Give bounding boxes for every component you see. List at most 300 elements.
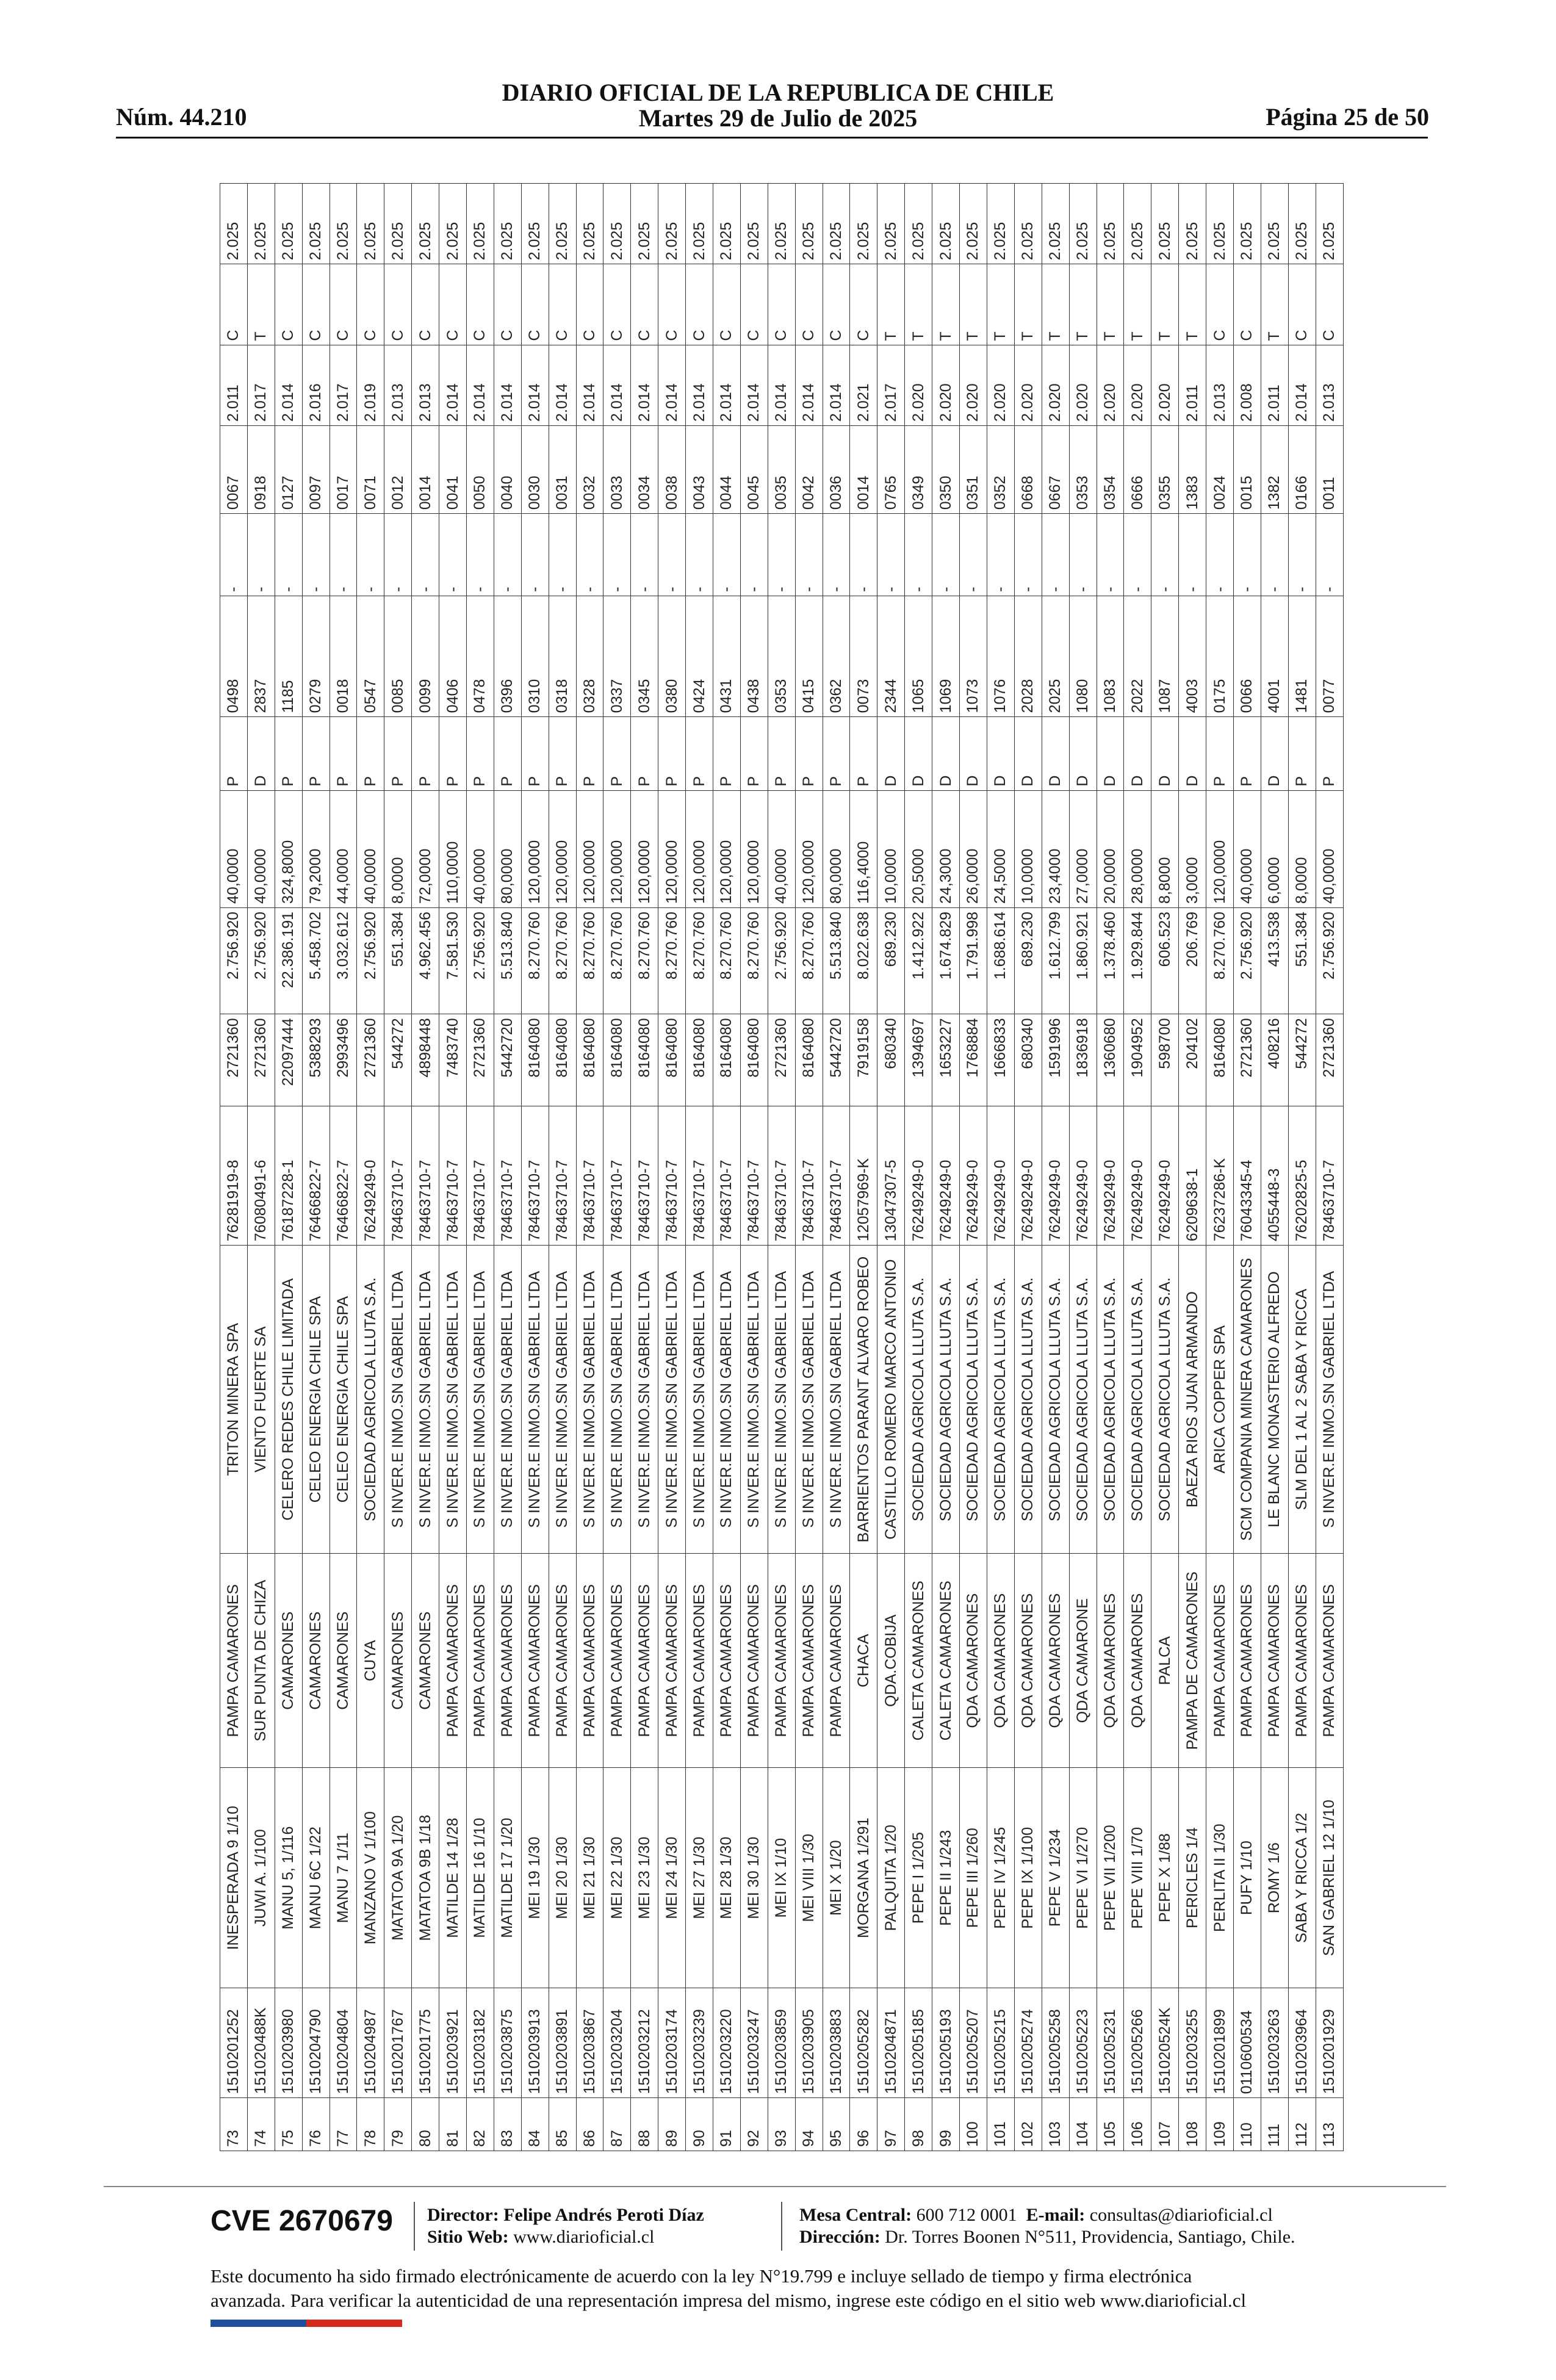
amount-cell: 2721360 [1316,1014,1343,1106]
dash-cell: - [1233,514,1261,596]
amount-adjusted-cell: 1.688.614 [987,907,1014,1014]
location-cell: CHACA [850,1554,877,1768]
amount-cell: 8164080 [795,1014,823,1106]
type-cell: P [275,717,302,790]
rut-cell: 78463710-7 [1316,1106,1343,1245]
site-link[interactable]: www.diarioficial.cl [513,2227,655,2247]
table-row [247,184,275,2151]
rut-cell: 78463710-7 [494,1106,521,1245]
dash-cell: - [960,514,987,596]
amount-adjusted-cell: 1.860.921 [1069,907,1097,1014]
row-number-cell: 90 [686,2098,713,2151]
hectares-cell: 120,0000 [576,790,603,907]
code-cell: 1510203891 [549,1988,576,2098]
year-cell: 2.013 [384,345,412,425]
valid-year-cell: 2.025 [1206,184,1234,264]
table-row [1014,184,1042,2151]
dash-cell: - [549,514,576,596]
footer-separator [781,2202,782,2251]
dash-cell: - [905,514,932,596]
owner-cell: BARRIENTOS PARANT ALVARO ROBEO [850,1246,877,1554]
claim-name-cell: MATATOA 9A 1/20 [384,1768,412,1988]
hectares-cell: 24,3000 [932,790,960,907]
code-cell: 1510205266 [1124,1988,1151,2098]
folio-cell: 1185 [275,596,302,716]
dash-cell: - [1316,514,1343,596]
valid-year-cell: 2.025 [932,184,960,264]
row-number-cell: 107 [1151,2098,1179,2151]
owner-cell: SCM COMPANIA MINERA CAMARONES [1233,1246,1261,1554]
year-cell: 2.014 [494,345,521,425]
table-row [439,184,467,2151]
year-cell: 2.014 [686,345,713,425]
year-cell: 2.019 [357,345,384,425]
table-row [768,184,795,2151]
code-cell: 1510203212 [631,1988,658,2098]
class-cell: T [247,264,275,345]
row-number-cell: 96 [850,2098,877,2151]
hectares-cell: 8,0000 [384,790,412,907]
header-divider [116,137,1428,139]
type-cell: P [713,717,741,790]
table-row [330,184,357,2151]
class-cell: T [1151,264,1179,345]
owner-cell: S INVER.E INMO.SN GABRIEL LTDA [823,1246,850,1554]
valid-year-cell: 2.025 [987,184,1014,264]
class-cell: C [768,264,795,345]
amount-cell: 598700 [1151,1014,1179,1106]
number-cell: 0353 [1069,425,1097,513]
code-cell: 1510205223 [1069,1988,1097,2098]
amount-adjusted-cell: 8.270.760 [686,907,713,1014]
valid-year-cell: 2.025 [658,184,686,264]
hectares-cell: 6,0000 [1261,790,1288,907]
code-cell: 1510203255 [1179,1988,1206,2098]
class-cell: C [1206,264,1234,345]
folio-cell: 4001 [1261,596,1288,716]
number-cell: 0014 [412,425,439,513]
owner-cell: LE BLANC MONASTERIO ALFREDO [1261,1246,1288,1554]
rut-cell: 76202825-5 [1288,1106,1316,1245]
row-number-cell: 79 [384,2098,412,2151]
location-cell: QDA CAMARONE [1069,1554,1097,1768]
table-row [987,184,1014,2151]
code-cell: 1510203182 [467,1988,494,2098]
code-cell: 1510205207 [960,1988,987,2098]
hectares-cell: 26,0000 [960,790,987,907]
amount-cell: 2721360 [1233,1014,1261,1106]
owner-cell: S INVER.E INMO.SN GABRIEL LTDA [658,1246,686,1554]
location-cell: CAMARONES [384,1554,412,1768]
rut-cell: 78463710-7 [631,1106,658,1245]
folio-cell: 1083 [1097,596,1124,716]
year-cell: 2.014 [439,345,467,425]
rut-cell: 76249249-0 [1014,1106,1042,1245]
valid-year-cell: 2.025 [740,184,768,264]
folio-cell: 1087 [1151,596,1179,716]
dash-cell: - [1206,514,1234,596]
amount-cell: 1653227 [932,1014,960,1106]
rut-cell: 78463710-7 [603,1106,631,1245]
year-cell: 2.021 [850,345,877,425]
footer-divider [104,2186,1446,2187]
claim-name-cell: MEI 23 1/30 [631,1768,658,1988]
number-cell: 0765 [877,425,905,513]
amount-adjusted-cell: 2.756.920 [357,907,384,1014]
table-row [960,184,987,2151]
number-cell: 0350 [932,425,960,513]
code-cell: 151020524K [1151,1988,1179,2098]
owner-cell: SOCIEDAD AGRICOLA LLUTA S.A. [1042,1246,1069,1554]
class-cell: T [987,264,1014,345]
valid-year-cell: 2.025 [823,184,850,264]
folio-cell: 0424 [686,596,713,716]
row-number-cell: 101 [987,2098,1014,2151]
year-cell: 2.008 [1233,345,1261,425]
table-row [412,184,439,2151]
number-cell: 0043 [686,425,713,513]
amount-cell: 5442720 [494,1014,521,1106]
valid-year-cell: 2.025 [357,184,384,264]
valid-year-cell: 2.025 [1233,184,1261,264]
row-number-cell: 100 [960,2098,987,2151]
claim-name-cell: JUWI A. 1/100 [247,1768,275,1988]
type-cell: P [357,717,384,790]
valid-year-cell: 2.025 [1097,184,1124,264]
year-cell: 2.011 [1261,345,1288,425]
type-cell: P [412,717,439,790]
number-cell: 0033 [603,425,631,513]
number-cell: 0032 [576,425,603,513]
amount-adjusted-cell: 606.523 [1151,907,1179,1014]
owner-cell: S INVER.E INMO.SN GABRIEL LTDA [384,1246,412,1554]
rut-cell: 78463710-7 [795,1106,823,1245]
number-cell: 0036 [823,425,850,513]
owner-cell: SOCIEDAD AGRICOLA LLUTA S.A. [1151,1246,1179,1554]
rut-cell: 78463710-7 [521,1106,549,1245]
type-cell: P [576,717,603,790]
page-header [0,0,1556,140]
amount-cell: 8164080 [658,1014,686,1106]
rut-cell: 76466822-7 [330,1106,357,1245]
director-label: Director: [427,2205,499,2225]
table-row [740,184,768,2151]
code-cell: 1510203964 [1288,1988,1316,2098]
location-cell: PAMPA CAMARONES [713,1554,741,1768]
owner-cell: CELEO ENERGIA CHILE SPA [330,1246,357,1554]
class-cell: T [1097,264,1124,345]
rut-cell: 78463710-7 [549,1106,576,1245]
table-row [686,184,713,2151]
valid-year-cell: 2.025 [686,184,713,264]
amount-cell: 8164080 [603,1014,631,1106]
folio-cell: 0175 [1206,596,1234,716]
year-cell: 2.014 [549,345,576,425]
director-name: Felipe Andrés Peroti Díaz [503,2205,704,2225]
class-cell: C [220,264,248,345]
number-cell: 0012 [384,425,412,513]
folio-cell: 0085 [384,596,412,716]
amount-cell: 2721360 [220,1014,248,1106]
concessions-table [220,183,1344,2151]
location-cell: PAMPA CAMARONES [439,1554,467,1768]
code-cell: 1510203859 [768,1988,795,2098]
folio-cell: 0498 [220,596,248,716]
number-cell: 0668 [1014,425,1042,513]
folio-cell: 0099 [412,596,439,716]
amount-cell: 680340 [1014,1014,1042,1106]
owner-cell: TRITON MINERA SPA [220,1246,248,1554]
claim-name-cell: SABA Y RICCA 1/2 [1288,1768,1316,1988]
dash-cell: - [877,514,905,596]
claim-name-cell: PEPE VIII 1/70 [1124,1768,1151,1988]
owner-cell: SOCIEDAD AGRICOLA LLUTA S.A. [987,1246,1014,1554]
amount-cell: 8164080 [713,1014,741,1106]
year-cell: 2.014 [275,345,302,425]
publication-title: DIARIO OFICIAL DE LA REPUBLICA DE CHILE [502,79,1054,106]
dash-cell: - [302,514,330,596]
class-cell: T [877,264,905,345]
valid-year-cell: 2.025 [1014,184,1042,264]
owner-cell: S INVER.E INMO.SN GABRIEL LTDA [603,1246,631,1554]
year-cell: 2.020 [1124,345,1151,425]
owner-cell: S INVER.E INMO.SN GABRIEL LTDA [439,1246,467,1554]
year-cell: 2.020 [987,345,1014,425]
row-number-cell: 99 [932,2098,960,2151]
row-number-cell: 102 [1014,2098,1042,2151]
row-number-cell: 92 [740,2098,768,2151]
amount-adjusted-cell: 4.962.456 [412,907,439,1014]
type-cell: P [1206,717,1234,790]
year-cell: 2.014 [823,345,850,425]
amount-cell: 1360680 [1097,1014,1124,1106]
owner-cell: S INVER.E INMO.SN GABRIEL LTDA [740,1246,768,1554]
number-cell: 0355 [1151,425,1179,513]
folio-cell: 0380 [658,596,686,716]
amount-cell: 7919158 [850,1014,877,1106]
amount-cell: 2721360 [467,1014,494,1106]
dash-cell: - [740,514,768,596]
table-row [357,184,384,2151]
class-cell: C [1288,264,1316,345]
class-cell: T [1014,264,1042,345]
number-cell: 0918 [247,425,275,513]
claim-name-cell: PEPE II 1/243 [932,1768,960,1988]
class-cell: C [740,264,768,345]
table-row [1288,184,1316,2151]
type-cell: P [1288,717,1316,790]
dash-cell: - [686,514,713,596]
year-cell: 2.014 [713,345,741,425]
hectares-cell: 3,0000 [1179,790,1206,907]
type-cell: P [823,717,850,790]
amount-cell: 680340 [877,1014,905,1106]
folio-cell: 2025 [1042,596,1069,716]
table-body [220,184,1344,2151]
folio-cell: 0406 [439,596,467,716]
row-number-cell: 73 [220,2098,248,2151]
rut-cell: 6209638-1 [1179,1106,1206,1245]
owner-cell: S INVER.E INMO.SN GABRIEL LTDA [631,1246,658,1554]
class-cell: T [905,264,932,345]
number-cell: 0024 [1206,425,1234,513]
owner-cell: SLM DEL 1 AL 2 SABA Y RICCA [1288,1246,1316,1554]
amount-adjusted-cell: 8.270.760 [631,907,658,1014]
location-cell: QDA.COBIJA [877,1554,905,1768]
folio-cell: 0018 [330,596,357,716]
claim-name-cell: PEPE IV 1/245 [987,1768,1014,1988]
amount-cell: 8164080 [740,1014,768,1106]
amount-cell: 2993496 [330,1014,357,1106]
hectares-cell: 120,0000 [603,790,631,907]
mesa-label: Mesa Central: [799,2205,912,2225]
number-cell: 0667 [1042,425,1069,513]
number-cell: 0041 [439,425,467,513]
row-number-cell: 93 [768,2098,795,2151]
row-number-cell: 108 [1179,2098,1206,2151]
table-row [1316,184,1343,2151]
hectares-cell: 24,5000 [987,790,1014,907]
type-cell: D [1069,717,1097,790]
class-cell: T [1179,264,1206,345]
class-cell: C [603,264,631,345]
dash-cell: - [1069,514,1097,596]
table-row [1233,184,1261,2151]
dash-cell: - [412,514,439,596]
hectares-cell: 20,5000 [905,790,932,907]
rotated-table-wrapper [220,183,1345,2151]
amount-adjusted-cell: 1.412.922 [905,907,932,1014]
rut-cell: 76466822-7 [302,1106,330,1245]
dash-cell: - [1151,514,1179,596]
row-number-cell: 86 [576,2098,603,2151]
rut-cell: 12057969-K [850,1106,877,1245]
valid-year-cell: 2.025 [1261,184,1288,264]
amount-adjusted-cell: 2.756.920 [1233,907,1261,1014]
type-cell: D [1042,717,1069,790]
class-cell: C [467,264,494,345]
table-row [713,184,741,2151]
type-cell: D [960,717,987,790]
year-cell: 2.013 [412,345,439,425]
location-cell: SUR PUNTA DE CHIZA [247,1554,275,1768]
valid-year-cell: 2.025 [302,184,330,264]
amount-adjusted-cell: 8.270.760 [576,907,603,1014]
amount-cell: 1904952 [1124,1014,1151,1106]
location-cell: PAMPA CAMARONES [220,1554,248,1768]
flag-stripe [211,2319,403,2326]
code-cell: 1510201252 [220,1988,248,2098]
owner-cell: S INVER.E INMO.SN GABRIEL LTDA [549,1246,576,1554]
code-cell: 1510204804 [330,1988,357,2098]
location-cell: PAMPA DE CAMARONES [1179,1554,1206,1768]
location-cell: PAMPA CAMARONES [494,1554,521,1768]
email-label: E-mail: [1026,2205,1086,2225]
email-link[interactable]: consultas@diarioficial.cl [1089,2205,1273,2225]
location-cell: PAMPA CAMARONES [467,1554,494,1768]
rut-cell: 76043345-4 [1233,1106,1261,1245]
location-cell: PAMPA CAMARONES [768,1554,795,1768]
class-cell: C [576,264,603,345]
dash-cell: - [1179,514,1206,596]
year-cell: 2.017 [330,345,357,425]
year-cell: 2.014 [521,345,549,425]
valid-year-cell: 2.025 [275,184,302,264]
year-cell: 2.014 [631,345,658,425]
row-number-cell: 109 [1206,2098,1234,2151]
owner-cell: CASTILLO ROMERO MARCO ANTONIO [877,1246,905,1554]
valid-year-cell: 2.025 [521,184,549,264]
table-row [1179,184,1206,2151]
year-cell: 2.020 [1069,345,1097,425]
type-cell: D [877,717,905,790]
claim-name-cell: PERLITA II 1/30 [1206,1768,1234,1988]
folio-cell: 2022 [1124,596,1151,716]
folio-cell: 0337 [603,596,631,716]
hectares-cell: 120,0000 [658,790,686,907]
amount-cell: 2721360 [247,1014,275,1106]
row-number-cell: 103 [1042,2098,1069,2151]
hectares-cell: 120,0000 [686,790,713,907]
claim-name-cell: MEI 28 1/30 [713,1768,741,1988]
claim-name-cell: PALQUITA 1/20 [877,1768,905,1988]
claim-name-cell: MANU 6C 1/22 [302,1768,330,1988]
class-cell: C [439,264,467,345]
code-cell: 1510203174 [658,1988,686,2098]
claim-name-cell: MATILDE 14 1/28 [439,1768,467,1988]
claim-name-cell: MEI IX 1/10 [768,1768,795,1988]
year-cell: 2.011 [1179,345,1206,425]
number-cell: 0044 [713,425,741,513]
rotated-table-area [220,183,1345,2151]
amount-adjusted-cell: 8.270.760 [1206,907,1234,1014]
amount-adjusted-cell: 8.270.760 [658,907,686,1014]
type-cell: P [384,717,412,790]
class-cell: C [384,264,412,345]
row-number-cell: 74 [247,2098,275,2151]
row-number-cell: 106 [1124,2098,1151,2151]
code-cell: 1510204790 [302,1988,330,2098]
rut-cell: 76249249-0 [1042,1106,1069,1245]
hectares-cell: 120,0000 [740,790,768,907]
dash-cell: - [1288,514,1316,596]
type-cell: P [795,717,823,790]
folio-cell: 0362 [823,596,850,716]
rut-cell: 78463710-7 [658,1106,686,1245]
dash-cell: - [631,514,658,596]
rut-cell: 76249249-0 [960,1106,987,1245]
type-cell: D [932,717,960,790]
claim-name-cell: MEI 30 1/30 [740,1768,768,1988]
table-row [1261,184,1288,2151]
amount-cell: 544272 [1288,1014,1316,1106]
owner-cell: BAEZA RIOS JUAN ARMANDO [1179,1246,1206,1554]
hectares-cell: 120,0000 [795,790,823,907]
class-cell: C [275,264,302,345]
folio-cell: 0547 [357,596,384,716]
rut-cell: 78463710-7 [713,1106,741,1245]
dash-cell: - [987,514,1014,596]
location-cell: CAMARONES [302,1554,330,1768]
amount-cell: 1836918 [1069,1014,1097,1106]
folio-cell: 1481 [1288,596,1316,716]
class-cell: C [713,264,741,345]
table-row [275,184,302,2151]
folio-cell: 1080 [1069,596,1097,716]
year-cell: 2.016 [302,345,330,425]
row-number-cell: 94 [795,2098,823,2151]
table-row [1069,184,1097,2151]
